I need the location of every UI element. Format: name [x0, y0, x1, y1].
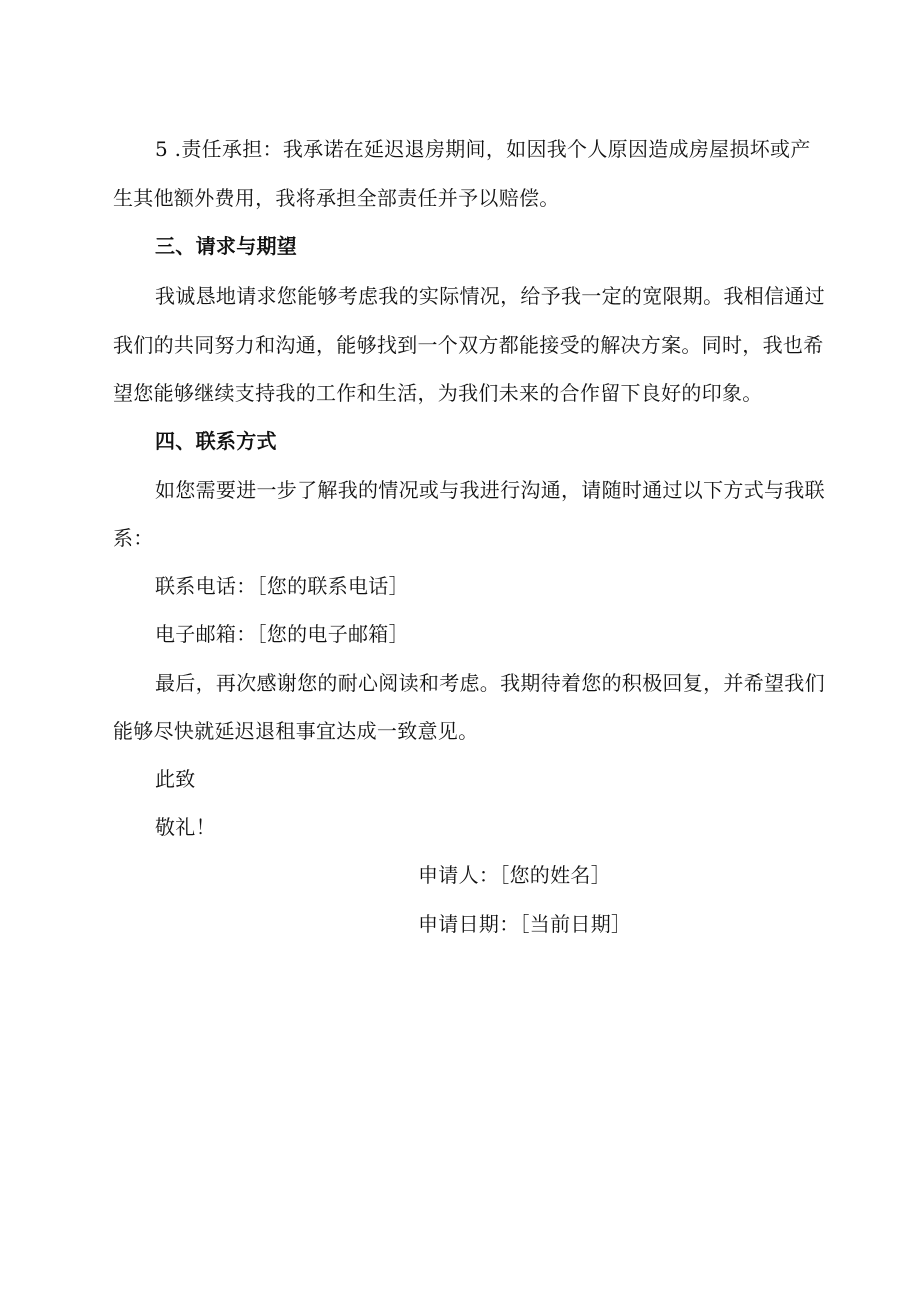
salutation-ci-zhi: 此致 [155, 767, 196, 791]
section4-heading: 四、联系方式 [155, 429, 277, 453]
signature-date: 申请日期：［当前日期］ [418, 912, 632, 936]
contact-email: 电子邮箱：［您的电子邮箱］ [155, 622, 409, 646]
section3-heading: 三、请求与期望 [155, 234, 298, 258]
section4-line-2: 系： [113, 526, 154, 550]
salutation-jing-li: 敬礼！ [155, 815, 216, 839]
section3-line-1: 我诚恳地请求您能够考虑我的实际情况，给予我一定的宽限期。我相信通过 [155, 284, 825, 308]
contact-phone: 联系电话：［您的联系电话］ [155, 574, 409, 598]
closing-line-2: 能够尽快就延迟退租事宜达成一致意见。 [113, 719, 479, 743]
responsibility-line-1: 5 .责任承担：我承诺在延迟退房期间，如因我个人原因造成房屋损坏或产 [155, 137, 811, 161]
responsibility-line-2: 生其他额外费用，我将承担全部责任并予以赔偿。 [113, 186, 560, 210]
signature-applicant: 申请人：［您的姓名］ [418, 863, 611, 887]
section3-line-3: 望您能够继续支持我的工作和生活，为我们未来的合作留下良好的印象。 [113, 381, 763, 405]
section4-line-1: 如您需要进一步了解我的情况或与我进行沟通，请随时通过以下方式与我联 [155, 478, 825, 502]
section3-line-2: 我们的共同努力和沟通，能够找到一个双方都能接受的解决方案。同时，我也希 [113, 333, 824, 357]
closing-line-1: 最后，再次感谢您的耐心阅读和考虑。我期待着您的积极回复，并希望我们 [155, 671, 825, 695]
